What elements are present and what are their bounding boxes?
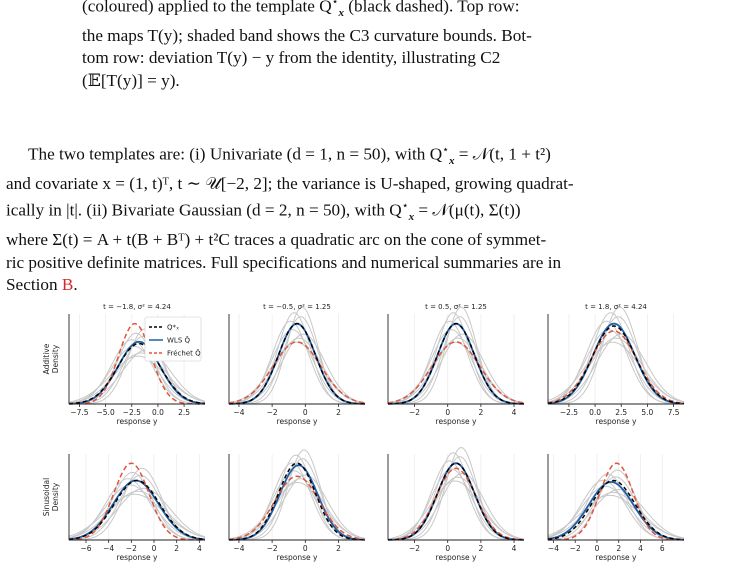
x-tick-label: 0: [445, 408, 451, 417]
x-tick-label: −5.0: [96, 408, 115, 417]
replicate-curve: [229, 317, 365, 404]
replicate-curve: [229, 483, 365, 539]
paragraph-line-3: ically in |t|. (ii) Bivariate Gaussian (d = 2, n = 50), with $Q^⋆_x$ = 𝒩(μ(t), Σ(t)): [6, 200, 521, 224]
x-tick-label: −2: [266, 544, 278, 553]
x-axis-label: response y: [276, 417, 318, 426]
x-tick-label: 2: [478, 408, 484, 417]
x-tick-label: −2.5: [122, 408, 141, 417]
x-tick-label: 4: [511, 544, 517, 553]
body-paragraph: [6, 139, 722, 297]
x-tick-label: 0: [302, 408, 308, 417]
x-tick-label: −4: [103, 544, 115, 553]
replicate-curve: [548, 495, 684, 538]
x-tick-label: 4: [511, 408, 517, 417]
x-tick-label: 0: [445, 544, 451, 553]
template-curve: [388, 463, 524, 540]
paragraph-text: ically in |t|. (ii) Bivariate Gaussian (d = 2, n = 50), with Q: [6, 201, 402, 221]
frechet-curve: [229, 342, 365, 403]
caption-line-2: tom row: deviation T(y) − y from the identity, illustrating C2: [82, 48, 501, 68]
x-tick-label: −2: [409, 408, 421, 417]
replicate-curve: [229, 334, 365, 404]
x-tick-label: −2: [266, 408, 278, 417]
replicate-curve: [388, 342, 524, 403]
x-tick-label: 0.0: [589, 408, 602, 417]
x-axis-label: response y: [116, 417, 158, 426]
replicate-curve: [229, 307, 365, 404]
replicate-curve: [388, 317, 524, 404]
paragraph-text: = 𝒩(μ(t), Σ(t)): [414, 201, 521, 221]
wls-curve: [69, 481, 205, 540]
caption-text: (coloured) applied to the template Q: [82, 0, 332, 16]
caption-text: (black dashed). Top row:: [344, 0, 520, 16]
caption-line-1: the maps T(y); shaded band shows the C3 curvature bounds. Bot-: [82, 25, 532, 45]
section-reference-link[interactable]: B: [61, 275, 74, 295]
x-tick-label: 2: [478, 544, 484, 553]
x-tick-label: 2: [336, 544, 341, 553]
replicate-curve: [69, 488, 205, 539]
template-curve: [229, 463, 365, 540]
x-tick-label: 0: [151, 544, 157, 553]
x-tick-label: 4: [196, 544, 202, 553]
x-tick-label: 2: [336, 408, 341, 417]
paragraph-text: = 𝒩(t, 1 + t²): [454, 144, 551, 164]
panel-title: t = 0.5, σ² = 1.25: [425, 303, 487, 311]
x-axis-label: response y: [435, 553, 477, 562]
y-axis-label: Additive: [42, 343, 51, 375]
x-tick-label: −2: [409, 544, 421, 553]
x-tick-label: 7.5: [667, 408, 680, 417]
x-axis-label: response y: [595, 417, 637, 426]
paragraph-text: .: [73, 275, 78, 295]
x-tick-label: −7.5: [70, 408, 89, 417]
x-tick-label: −2.5: [559, 408, 579, 417]
replicate-curve: [388, 473, 524, 540]
y-axis-label: Density: [51, 482, 60, 512]
template-curve: [388, 324, 524, 404]
replicate-curve: [388, 457, 524, 540]
x-axis-label: response y: [435, 417, 477, 426]
panel-title: t = 1.8, σ² = 4.24: [585, 303, 647, 311]
replicate-curve: [388, 481, 524, 539]
x-tick-label: 5.0: [641, 408, 654, 417]
paragraph-line-5: ric positive definite matrices. Full specifications and numerical summaries are in: [6, 252, 562, 272]
replicate-curve: [388, 321, 524, 404]
x-tick-label: 2.5: [178, 408, 191, 417]
frechet-curve: [388, 342, 524, 403]
figure-caption: [82, 0, 702, 93]
x-axis-label: response y: [276, 553, 318, 562]
figure-grid: [0, 286, 729, 563]
y-axis-label: Density: [51, 344, 60, 374]
paragraph-line-4: where Σ(t) = A + t(B + Bᵀ) + t²C traces a quadratic arc on the cone of symmet-: [6, 230, 547, 250]
replicate-curve: [388, 334, 524, 404]
x-tick-label: 2: [616, 544, 622, 553]
replicate-curve: [229, 321, 365, 404]
wls-curve: [229, 324, 365, 404]
x-tick-label: −2: [125, 544, 137, 553]
legend-label: Q*ₓ: [167, 323, 180, 332]
wls-curve: [388, 324, 524, 404]
replicate-curve: [388, 307, 524, 404]
x-tick-label: −4: [547, 544, 559, 553]
legend-label: WLS Q̂: [167, 336, 190, 345]
x-tick-label: −2: [569, 544, 581, 553]
x-tick-label: 4: [638, 544, 643, 553]
replicate-curve: [229, 463, 365, 540]
replicate-curve: [69, 494, 205, 537]
paragraph-text: Section: [6, 275, 62, 295]
wls-curve: [388, 463, 524, 540]
caption-line-3: (𝔼[T(y)] = y).: [82, 70, 180, 90]
replicate-curve: [229, 342, 365, 403]
x-tick-label: −6: [80, 544, 92, 553]
panel-title: t = −0.5, σ² = 1.25: [263, 303, 331, 311]
figure-svg: [0, 286, 729, 563]
y-axis-label: Sinusoidal: [42, 477, 51, 517]
replicate-curve: [69, 491, 205, 538]
template-curve: [229, 324, 365, 404]
x-tick-label: 0: [594, 544, 600, 553]
x-tick-label: 0.0: [151, 408, 164, 417]
replicate-curve: [69, 485, 205, 540]
x-axis-label: response y: [116, 553, 158, 562]
replicate-curve: [69, 479, 205, 540]
paragraph-text: The two templates are: (i) Univariate (d = 1, n = 50), with Q: [28, 144, 443, 164]
x-tick-label: 2.5: [615, 408, 628, 417]
panel-title: t = −1.8, σ² = 4.24: [103, 303, 171, 311]
paragraph-line-2: and covariate x = (1, t)ᵀ, t ∼ 𝒰[−2, 2]; the variance is U-shaped, growing quadrat-: [6, 173, 574, 193]
x-axis-label: response y: [595, 553, 637, 562]
template-curve: [69, 481, 205, 540]
paragraph-line-1: The two templates are: (i) Univariate (d = 1, n = 50), with $Q^⋆_x$ = 𝒩(t, 1 + t²): [28, 144, 551, 168]
replicate-curve: [229, 459, 365, 540]
legend-label: Fréchet Q̂: [167, 349, 201, 358]
replicate-curve: [388, 461, 524, 540]
caption-line-0: (coloured) applied to the template $Q^⋆_x$ (black dashed). Top row:: [82, 0, 702, 25]
x-tick-label: −4: [233, 408, 245, 417]
x-tick-label: 6: [659, 544, 665, 553]
replicate-curve: [388, 448, 524, 541]
x-tick-label: 0: [302, 544, 308, 553]
x-tick-label: 2: [174, 544, 180, 553]
x-tick-label: −4: [233, 544, 245, 553]
